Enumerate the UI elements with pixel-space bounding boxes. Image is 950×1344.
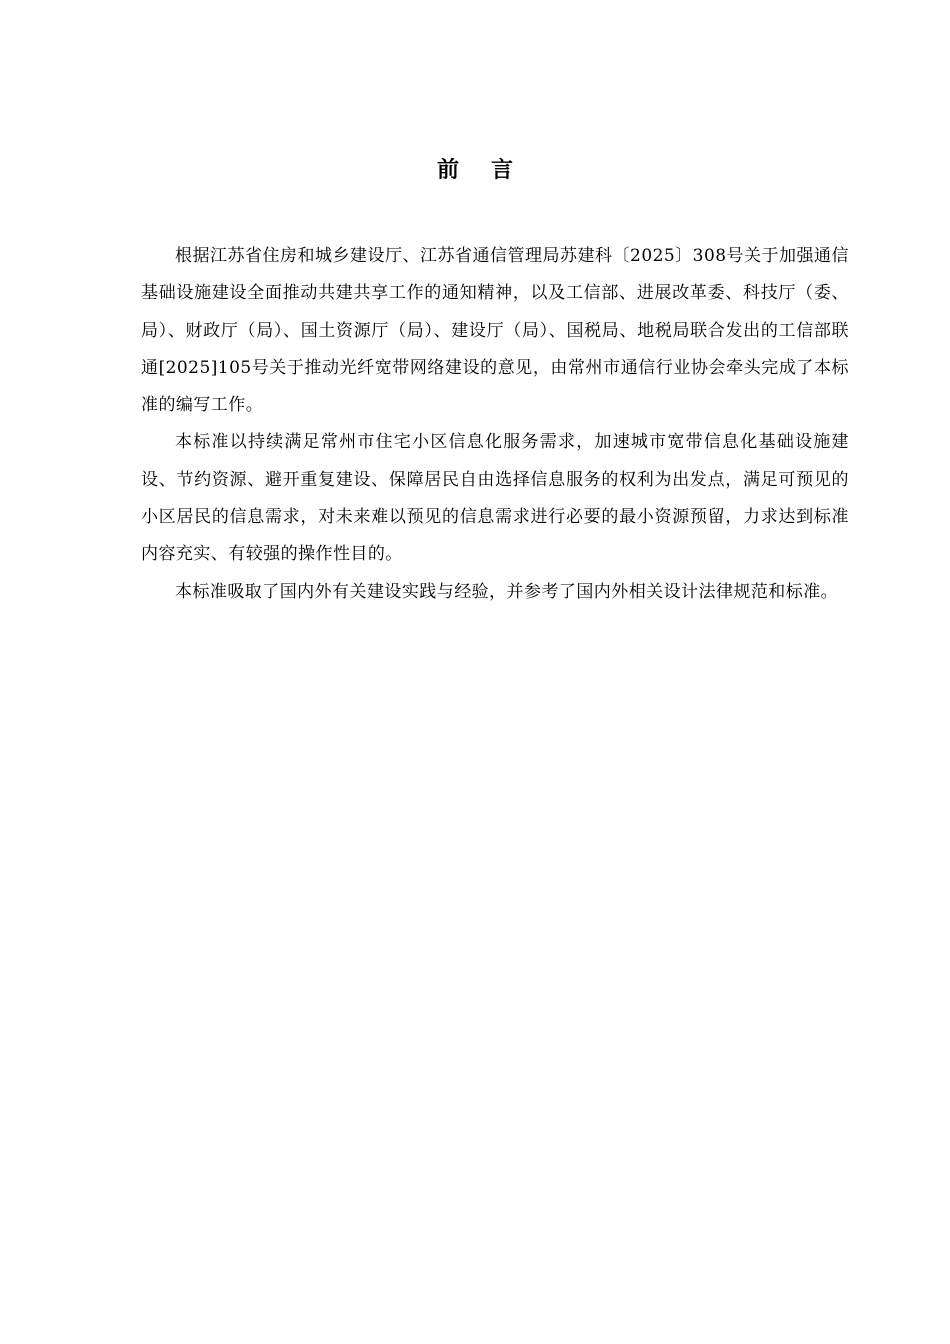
document-body <box>141 238 849 611</box>
paragraph-references: 本标准吸取了国内外有关建设实践与经验，并参考了国内外相关设计法律规范和标准。 <box>175 581 839 602</box>
page-title: 前言 <box>436 158 545 183</box>
paragraph-purpose: 本标准以持续满足常州市住宅小区信息化服务需求，加速城市宽带信息化基础设施建设、节约资源、避开重复建设、保障居民自由选择信息服务的权利为出发点，满足可预见的小区居民的信息需求，对未来难以预见的信息需求进行必要的最小资源预留，力求达到标准内容充实、有较强的操作性目的。 <box>141 432 849 565</box>
paragraph-background: 根据江苏省住房和城乡建设厅、江苏省通信管理局苏建科〔2025〕308号关于加强通信基础设施建设全面推动共建共享工作的通知精神，以及工信部、进展改革委、科技厅（委、局）、财政厅（局）、国土资源厅（局）、建设厅（局）、国税局、地税局联合发出的工信部联通[2025]105号关于推动光纤宽带网络建设的意见，由常州市通信行业协会牵头完成了本标准的编写工作。 <box>141 246 849 416</box>
